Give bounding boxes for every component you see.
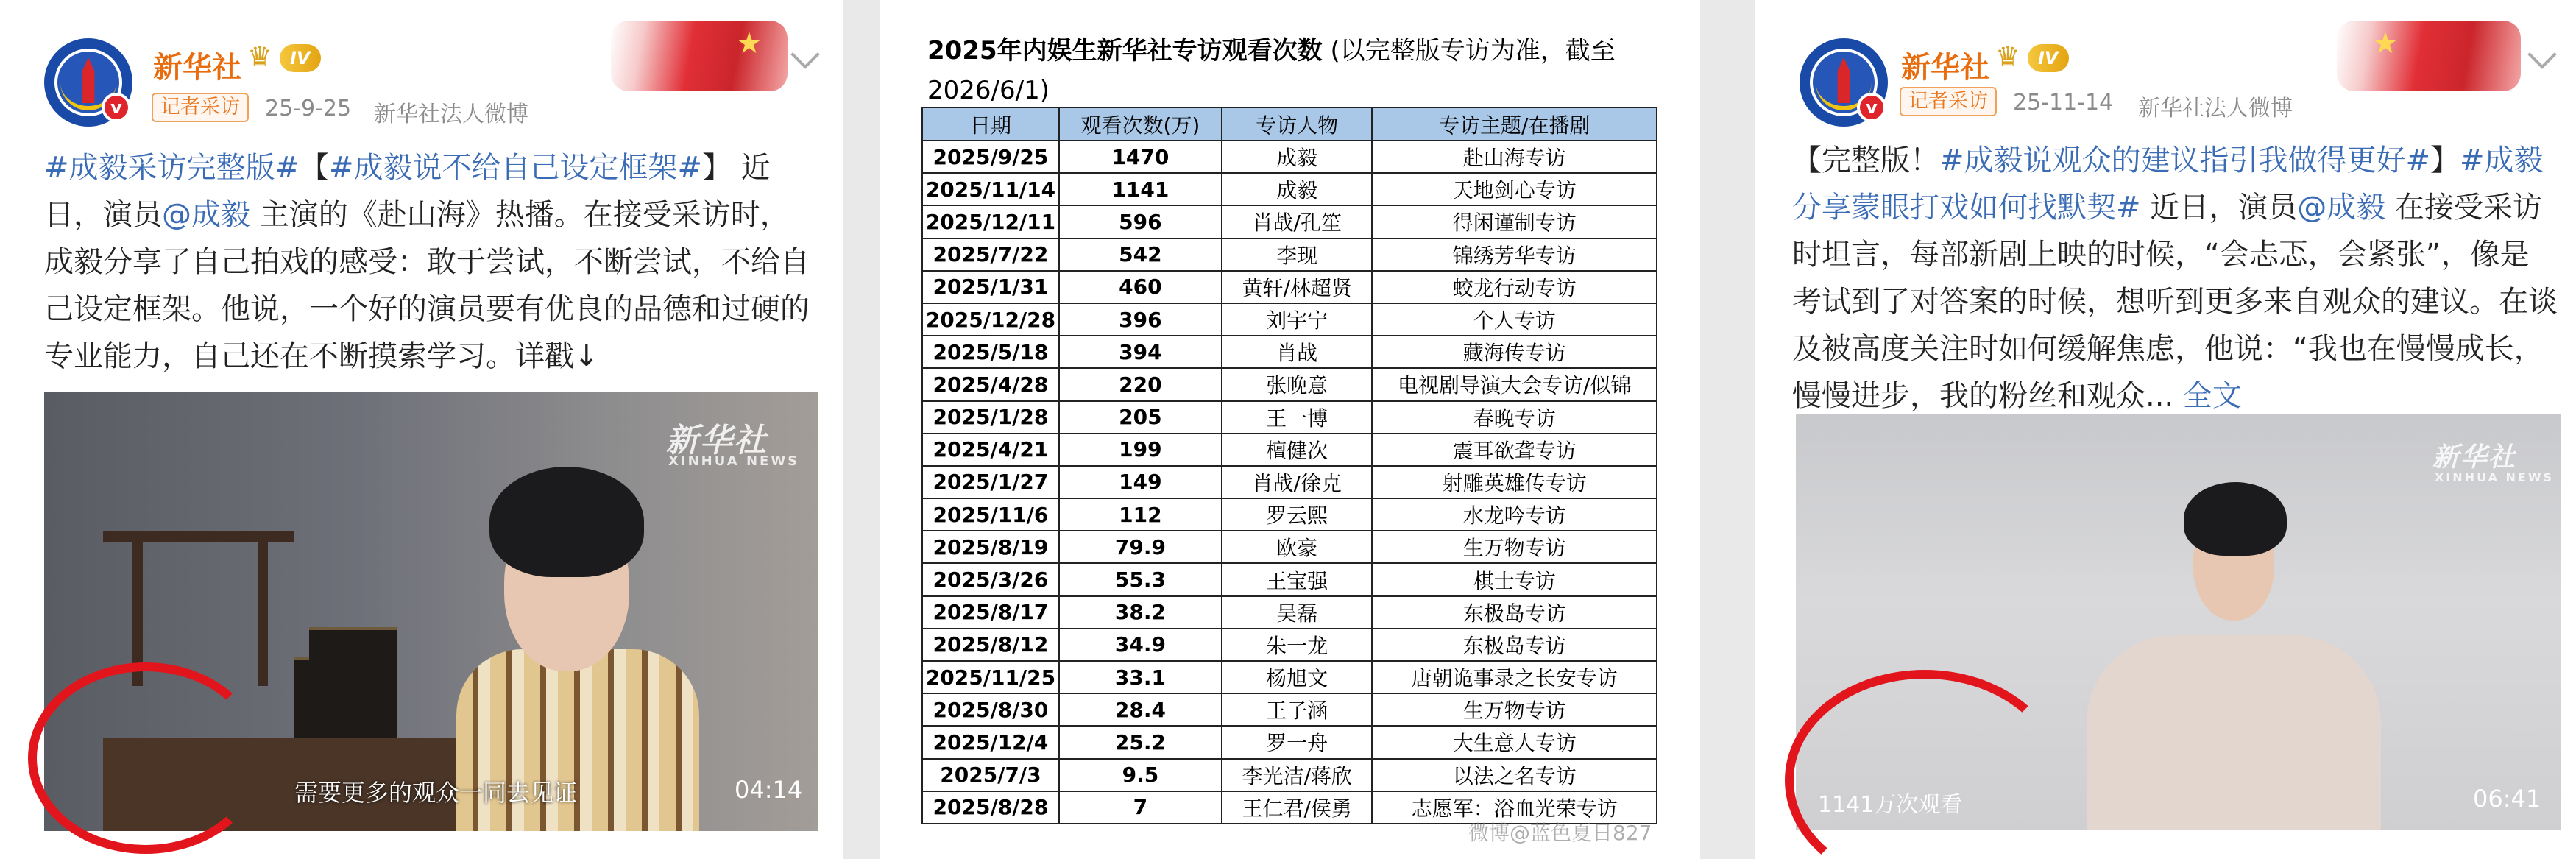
cell-topic: 东极岛专访	[1372, 629, 1657, 661]
red-circle-annotation	[28, 662, 263, 854]
hashtag-link[interactable]: #成毅说观众的建议指引我做得更好#	[1939, 144, 2431, 177]
book-box	[294, 657, 397, 738]
cell-person: 张晚意	[1222, 368, 1373, 400]
cell-date: 2025/12/28	[922, 303, 1059, 336]
cell-views: 55.3	[1059, 563, 1222, 595]
cell-person: 罗云熙	[1222, 498, 1373, 531]
reporter-interview-tag: 记者采访	[1900, 87, 1997, 116]
cell-views: 28.4	[1059, 693, 1222, 726]
table-row	[922, 434, 1657, 466]
cell-topic: 蛟龙行动专访	[1372, 271, 1657, 303]
table-row	[922, 303, 1657, 336]
cell-views: 1470	[1059, 141, 1222, 173]
cell-topic: 电视剧导演大会专访/似锦	[1372, 368, 1657, 400]
cell-views: 1141	[1059, 173, 1222, 205]
table-row	[922, 498, 1657, 531]
cell-person: 王一博	[1222, 401, 1373, 434]
cell-topic: 东极岛专访	[1372, 596, 1657, 629]
cell-topic: 志愿军：浴血光荣专访	[1372, 791, 1657, 824]
chevron-down-icon[interactable]	[790, 40, 820, 69]
reporter-interview-tag: 记者采访	[152, 93, 249, 122]
crown-icon: ♛	[1995, 40, 2021, 73]
table-header-row	[922, 107, 1657, 141]
account-name[interactable]: 新华社	[153, 51, 241, 85]
post-text-segment: 【完整版！	[1792, 144, 1939, 177]
cell-views: 205	[1059, 401, 1222, 434]
cell-person: 欧豪	[1222, 531, 1373, 563]
cell-person: 王宝强	[1222, 563, 1373, 595]
cell-topic: 棋士专访	[1372, 563, 1657, 595]
table-row	[922, 759, 1657, 791]
cell-views: 25.2	[1059, 726, 1222, 758]
cell-topic: 赴山海专访	[1372, 141, 1657, 173]
star-icon: ★	[2372, 26, 2399, 60]
cell-person: 罗一舟	[1222, 726, 1373, 758]
xinhua-watermark-sub: XINHUA NEWS	[2435, 470, 2555, 484]
cell-topic: 大生意人专访	[1372, 726, 1657, 758]
cell-views: 34.9	[1059, 629, 1222, 661]
table-row	[922, 531, 1657, 563]
cell-views: 199	[1059, 434, 1222, 466]
weibo-post-right	[1755, 0, 2576, 859]
cell-views: 596	[1059, 205, 1222, 238]
cell-views: 396	[1059, 303, 1222, 336]
book-box	[309, 627, 397, 660]
post-text-segment: 】	[2430, 144, 2460, 177]
cell-person: 王子涵	[1222, 693, 1373, 726]
hashtag-link[interactable]: 全文	[2182, 379, 2242, 413]
table-row	[922, 661, 1657, 693]
cell-person: 李现	[1222, 238, 1373, 271]
cell-topic: 生万物专访	[1372, 693, 1657, 726]
cell-views: 38.2	[1059, 596, 1222, 629]
cell-person: 肖战/孔笙	[1222, 205, 1373, 238]
cell-date: 2025/3/26	[922, 563, 1059, 595]
cell-date: 2025/8/17	[922, 596, 1059, 629]
table-title-main: 2025年内娱生新华社专访观看次数	[927, 36, 1323, 66]
cell-views: 220	[1059, 368, 1222, 400]
cell-date: 2025/12/11	[922, 205, 1059, 238]
flag-decoration	[2337, 21, 2521, 91]
cell-topic: 得闲谨制专访	[1372, 205, 1657, 238]
crown-icon: ♛	[247, 40, 273, 73]
hashtag-link[interactable]: @成毅	[2297, 191, 2386, 225]
cell-views: 112	[1059, 498, 1222, 531]
cell-views: 33.1	[1059, 661, 1222, 693]
cell-person: 檀健次	[1222, 434, 1373, 466]
table-row	[922, 141, 1657, 173]
table-row	[922, 271, 1657, 303]
weibo-watermark: 微博@蓝色夏日827	[1468, 821, 1652, 845]
cell-views: 149	[1059, 466, 1222, 498]
cell-person: 刘宇宁	[1222, 303, 1373, 336]
verified-icon: v	[102, 93, 131, 122]
cell-person: 李光洁/蒋欣	[1222, 759, 1373, 791]
cell-topic: 射雕英雄传专访	[1372, 466, 1657, 498]
post-text-segment: 】 近日，演员	[44, 151, 771, 232]
table-row	[922, 368, 1657, 400]
cell-date: 2025/8/19	[922, 531, 1059, 563]
table-row	[922, 563, 1657, 595]
table-row	[922, 629, 1657, 661]
person-jacket	[2087, 635, 2381, 830]
table-row	[922, 173, 1657, 205]
header-topic: 专访主题/在播剧	[1372, 107, 1657, 141]
cell-person: 成毅	[1222, 141, 1373, 173]
header-person: 专访人物	[1222, 107, 1373, 141]
cell-person: 吴磊	[1222, 596, 1373, 629]
video-duration: 06:41	[2473, 785, 2541, 813]
hashtag-link[interactable]: #成毅采访完整版#	[44, 151, 300, 185]
star-icon: ★	[736, 26, 762, 60]
cell-date: 2025/8/28	[922, 791, 1059, 824]
post-source: 新华社法人微博	[2138, 96, 2293, 121]
views-ranking-table	[921, 107, 1657, 824]
level-badge: IV	[280, 44, 321, 72]
cell-person: 杨旭文	[1222, 661, 1373, 693]
cell-person: 朱一龙	[1222, 629, 1373, 661]
post-date: 25-11-14	[2013, 90, 2114, 116]
table-row	[922, 205, 1657, 238]
xinhua-watermark: 新华社	[666, 422, 768, 459]
post-text	[44, 144, 817, 380]
cell-date: 2025/4/21	[922, 434, 1059, 466]
table-row	[922, 401, 1657, 434]
cell-date: 2025/7/3	[922, 759, 1059, 791]
shelf-decoration	[258, 539, 268, 686]
cell-date: 2025/9/25	[922, 141, 1059, 173]
cell-topic: 藏海传专访	[1372, 336, 1657, 368]
post-text-segment: 在接受采访时坦言，每部新剧上映的时候，“会忐忑，会紧张”，像是考试到了对答案的时候，想听到更多来自观众的建议。在谈及被高度关注时如何缓解焦虑，他说：“我也在慢慢成长，慢慢进步，我的粉丝和观众...	[1792, 191, 2558, 413]
xinhua-watermark-sub: XINHUA NEWS	[668, 453, 800, 469]
hashtag-link[interactable]: #成毅说不给自己设定框架#	[329, 151, 703, 185]
cell-date: 2025/1/27	[922, 466, 1059, 498]
video-subtitle: 需要更多的观众一同去见证	[294, 779, 578, 807]
cell-topic: 生万物专访	[1372, 531, 1657, 563]
post-text	[1792, 137, 2558, 420]
table-row	[922, 726, 1657, 758]
cell-person: 肖战	[1222, 336, 1373, 368]
header-date: 日期	[922, 107, 1059, 141]
weibo-post-left	[0, 0, 843, 859]
cell-date: 2025/1/28	[922, 401, 1059, 434]
post-date: 25-9-25	[265, 96, 352, 121]
hashtag-link[interactable]: @成毅	[162, 198, 250, 232]
flag-decoration	[611, 21, 788, 91]
cell-date: 2025/1/31	[922, 271, 1059, 303]
cell-date: 2025/11/14	[922, 173, 1059, 205]
table-row	[922, 336, 1657, 368]
cell-date: 2025/7/22	[922, 238, 1059, 271]
cell-topic: 个人专访	[1372, 303, 1657, 336]
cell-topic: 唐朝诡事录之长安专访	[1372, 661, 1657, 693]
cell-views: 460	[1059, 271, 1222, 303]
cell-views: 79.9	[1059, 531, 1222, 563]
cell-topic: 震耳欲聋专访	[1372, 434, 1657, 466]
table-row	[922, 596, 1657, 629]
person-hair	[489, 467, 644, 577]
cell-topic: 以法之名专访	[1372, 759, 1657, 791]
chevron-down-icon[interactable]	[2527, 40, 2557, 69]
cell-views: 394	[1059, 336, 1222, 368]
cell-date: 2025/4/28	[922, 368, 1059, 400]
cell-person: 成毅	[1222, 173, 1373, 205]
table-title-note: (以完整版专访为准，截至2026/6/1)	[927, 36, 1616, 105]
xinhua-watermark: 新华社	[2432, 442, 2517, 473]
post-text-segment: 近日，演员	[2140, 191, 2298, 225]
cell-views: 9.5	[1059, 759, 1222, 791]
table-row	[922, 466, 1657, 498]
header-views: 观看次数(万)	[1059, 107, 1222, 141]
table-title	[927, 31, 1671, 110]
ranking-table-panel	[880, 0, 1700, 859]
person-hair	[2184, 482, 2287, 556]
hashtag-link[interactable]: #成毅分享蒙眼打戏如何找默契#	[1792, 144, 2544, 225]
cell-topic: 锦绣芳华专访	[1372, 238, 1657, 271]
cell-date: 2025/12/4	[922, 726, 1059, 758]
cell-views: 542	[1059, 238, 1222, 271]
cell-date: 2025/8/30	[922, 693, 1059, 726]
cell-date: 2025/11/6	[922, 498, 1059, 531]
post-text-segment: 主演的《赴山海》热播。在接受采访时，成毅分享了自己拍戏的感受：敢于尝试，不断尝试，不给自己设定框架。他说，一个好的演员要有优良的品德和过硬的专业能力，自己还在不断摸索学习。详戳↓	[44, 198, 810, 373]
cell-topic: 水龙吟专访	[1372, 498, 1657, 531]
cell-views: 7	[1059, 791, 1222, 824]
level-badge: IV	[2028, 44, 2069, 72]
cell-person: 黄轩/林超贤	[1222, 271, 1373, 303]
cell-topic: 春晚专访	[1372, 401, 1657, 434]
verified-icon: v	[1857, 93, 1886, 122]
cell-date: 2025/8/12	[922, 629, 1059, 661]
cell-person: 王仁君/侯勇	[1222, 791, 1373, 824]
post-text-segment: 【	[300, 151, 330, 185]
cell-date: 2025/11/25	[922, 661, 1059, 693]
account-name[interactable]: 新华社	[1901, 51, 1989, 85]
video-view-count: 1141万次观看	[1818, 792, 1963, 818]
cell-topic: 天地剑心专访	[1372, 173, 1657, 205]
video-duration: 04:14	[735, 776, 803, 804]
cell-person: 肖战/徐克	[1222, 466, 1373, 498]
table-row	[922, 693, 1657, 726]
post-source: 新华社法人微博	[374, 102, 528, 127]
cell-date: 2025/5/18	[922, 336, 1059, 368]
table-row	[922, 238, 1657, 271]
